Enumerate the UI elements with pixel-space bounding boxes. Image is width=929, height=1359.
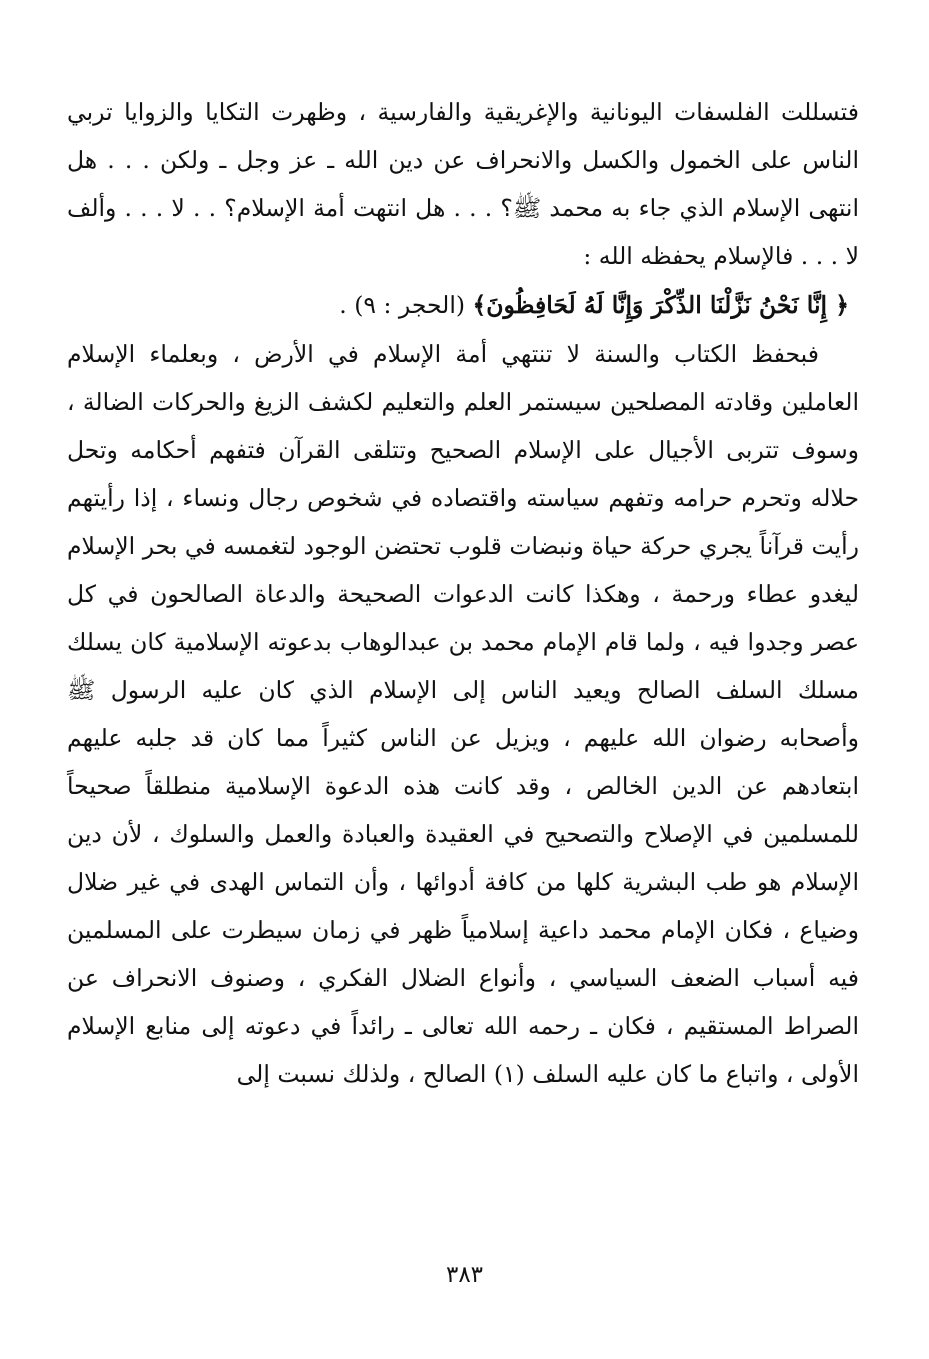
page-number: ٣٨٣ xyxy=(445,1262,484,1288)
verse-reference: (الحجر : ٩) . xyxy=(339,291,466,319)
paragraph-2: فبحفظ الكتاب والسنة لا تنتهي أمة الإسلام في الأرض ، وبعلماء الإسلام العاملين وقادته المصلحين سيستمر العلم والتعليم لكشف الزيغ والحركات الضالة ، وسوف تتربى الأجيال على الإسلام الصحيح وتتلقى القرآن فتفهم أحكامه وتحل حلاله وتحرم حرامه وتفهم سياسته واقتصاده في شخوص رجال ونساء ، إذا رأيتهم رأيت قرآناً يجري حركة حياة ونبضات قلوب تحتضن الوجود لتغمسه في بحر الإسلام ليغدو عطاء ورحمة ، وهكذا كانت الدعوات الصحيحة والدعاة الصالحون في كل عصر وجدوا فيه ، ولما قام الإمام محمد بن عبدالوهاب بدعوته الإسلامية كان يسلك مسلك السلف الصالح ويعيد الناس إلى الإسلام الذي كان عليه الرسول ﷺ وأصحابه رضوان الله عليهم ، ويزيل عن الناس كثيراً مما كان قد جلبه عليهم ابتعادهم عن الدين الخالص ، وقد كانت هذه الدعوة الإسلامية منطلقاً صحيحاً للمسلمين في الإصلاح والتصحيح في العقيدة والعبادة والعمل والسلوك ، لأن دين الإسلام هو طب البشرية كلها من كافة أدوائها ، وأن التماس الهدى في غير ضلال وضياع ، فكان الإمام محمد داعية إسلامياً ظهر في زمان سيطرت على المسلمين فيه أسباب الضعف السياسي ، وأنواع الضلال الفكري ، وصنوف الانحراف عن الصراط المستقيم ، فكان ـ رحمه الله تعالى ـ رائداً في دعوته إلى منابع الإسلام الأولى ، واتباع ما كان عليه السلف (١) الصالح ، ولذلك نسبت إلى xyxy=(67,340,859,1088)
verse-text: ﴿ إِنَّا نَحْنُ نَزَّلْنَا الذِّكْرَ وَإِنَّا لَهُ لَحَافِظُونَ﴾ xyxy=(472,291,849,319)
quran-verse xyxy=(67,280,859,330)
page-body xyxy=(67,88,859,1098)
paragraph-1: فتسللت الفلسفات اليونانية والإغريقية والفارسية ، وظهرت التكايا والزوايا تربي الناس على الخمول والكسل والانحراف عن دين الله ـ عز وجل ـ ولكن . . . هل انتهى الإسلام الذي جاء به محمد ﷺ؟ . . . هل انتهت أمة الإسلام؟ . . لا . . . وألف لا . . . فالإسلام يحفظه الله : xyxy=(67,98,859,270)
